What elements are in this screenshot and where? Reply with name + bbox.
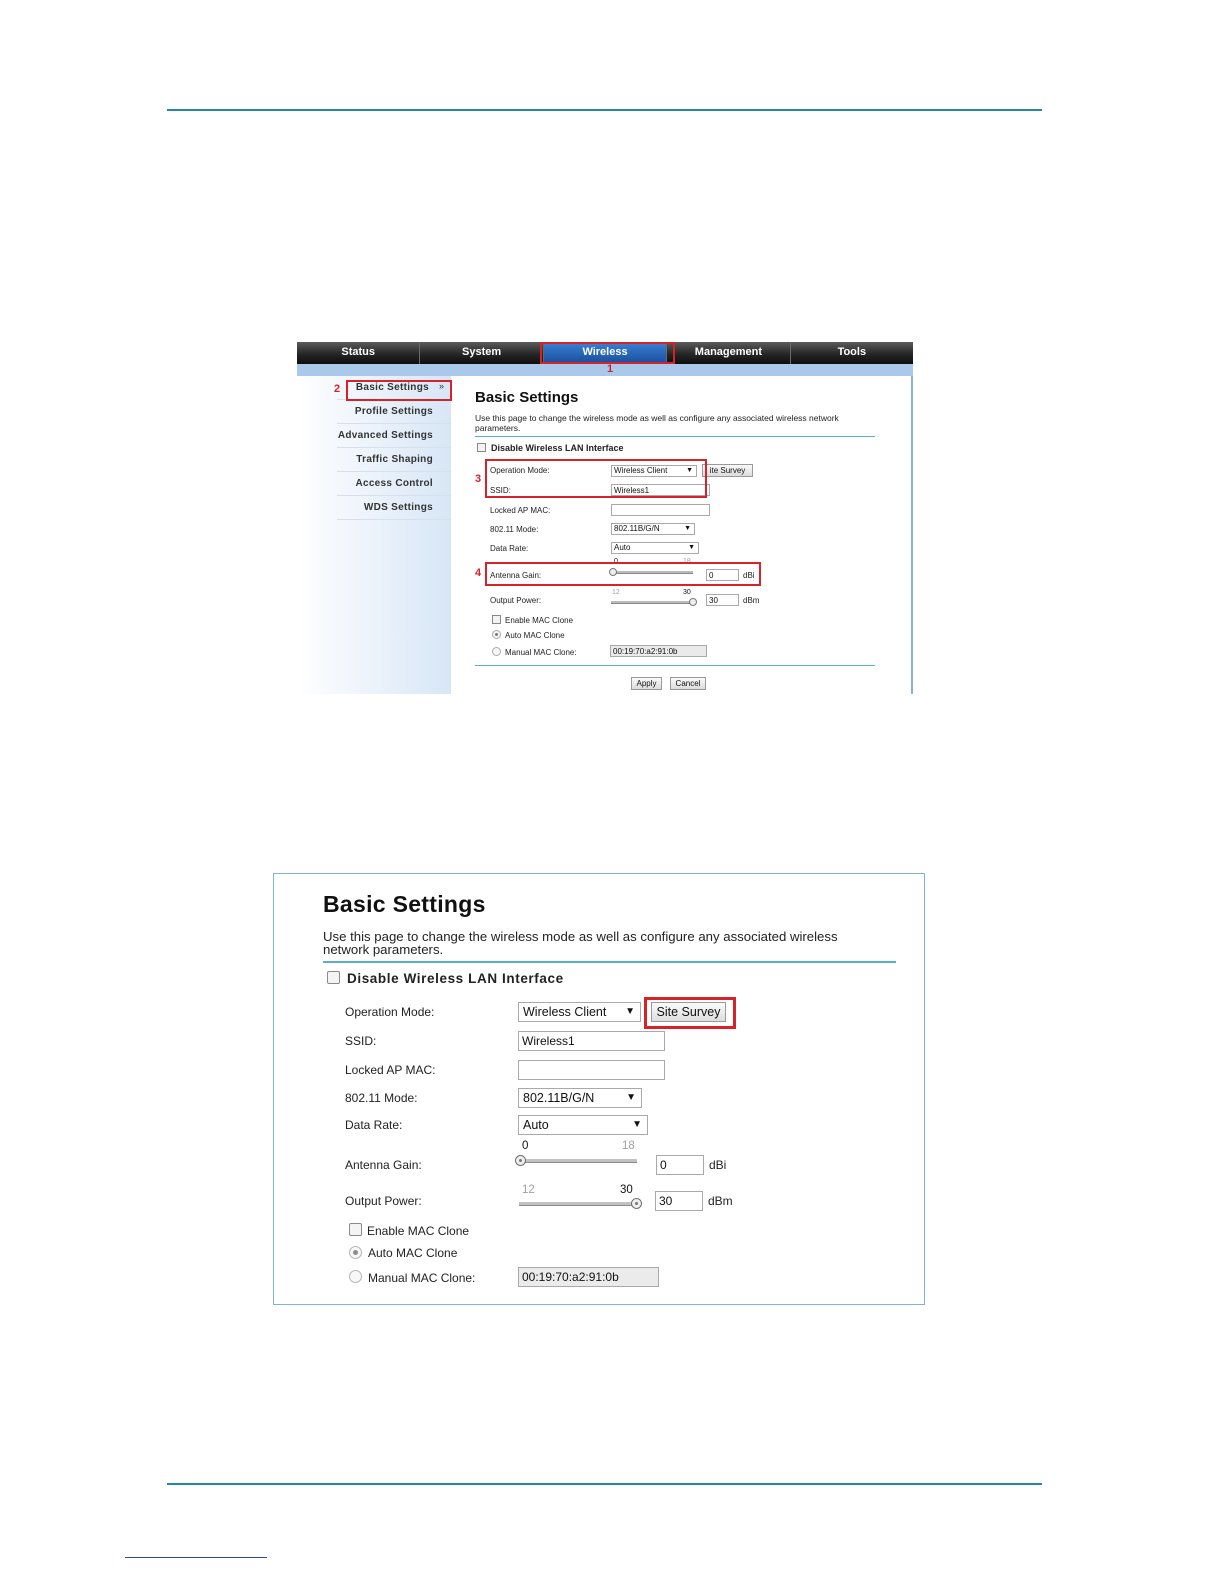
operation-mode-label: Operation Mode: — [490, 466, 550, 475]
sidebar-item-access-control[interactable]: Access Control — [355, 478, 433, 489]
callout-number-1: 1 — [607, 363, 614, 375]
footer-rule — [167, 1483, 1042, 1485]
data-rate-select[interactable] — [611, 542, 699, 554]
data-rate-label: Data Rate: — [345, 1118, 403, 1132]
output-power-slider-track[interactable] — [519, 1202, 637, 1206]
tab-wireless[interactable]: Wireless — [544, 342, 667, 364]
divider — [475, 665, 875, 666]
sidebar-item-advanced-settings[interactable]: Advanced Settings — [337, 430, 433, 441]
callout-number-4: 4 — [475, 567, 482, 579]
auto-mac-clone-radio[interactable] — [349, 1246, 362, 1259]
page-title: Basic Settings — [323, 891, 486, 917]
callout-box-1 — [540, 342, 675, 364]
output-power-unit: dBm — [743, 596, 760, 605]
ssid-input[interactable]: Wireless1 — [611, 484, 710, 496]
auto-mac-clone-radio[interactable] — [492, 630, 501, 639]
callout-number-3: 3 — [475, 473, 482, 485]
callout-box-2 — [346, 380, 452, 401]
cancel-button[interactable]: Cancel — [670, 677, 706, 690]
chevron-down-icon: ▼ — [688, 544, 695, 551]
chevron-down-icon: ▼ — [625, 1006, 635, 1017]
site-survey-button[interactable]: Site Survey — [651, 1002, 726, 1022]
sidebar-item-wds-settings[interactable]: WDS Settings — [363, 502, 433, 513]
sidebar-divider — [337, 495, 451, 496]
antenna-gain-max: 18 — [622, 1140, 635, 1152]
manual-mac-clone-input[interactable]: 00:19:70:a2:91:0b — [518, 1267, 659, 1287]
tab-tools[interactable]: Tools — [837, 346, 867, 358]
mode-80211-select[interactable] — [518, 1088, 642, 1108]
divider — [323, 961, 896, 963]
apply-button[interactable]: Apply — [631, 677, 662, 690]
output-power-unit: dBm — [708, 1194, 733, 1208]
locked-ap-mac-label: Locked AP MAC: — [490, 506, 551, 515]
disable-wlan-checkbox[interactable] — [477, 443, 486, 452]
nav-sub-strip — [297, 364, 913, 376]
enable-mac-clone-checkbox[interactable] — [349, 1223, 362, 1236]
enable-mac-clone-checkbox[interactable] — [492, 615, 501, 624]
output-power-slider-handle[interactable] — [631, 1198, 642, 1209]
sidebar-item-profile-settings[interactable]: Profile Settings — [354, 406, 433, 417]
ssid-input[interactable]: Wireless1 — [518, 1031, 665, 1051]
manual-mac-clone-radio[interactable] — [492, 647, 501, 656]
router-admin-screenshot — [297, 342, 913, 694]
output-power-min: 12 — [522, 1184, 535, 1196]
mode-80211-label: 802.11 Mode: — [345, 1091, 418, 1105]
locked-ap-mac-input[interactable] — [518, 1060, 665, 1080]
antenna-gain-max: 18 — [683, 558, 691, 565]
antenna-gain-min: 0 — [614, 558, 618, 565]
antenna-gain-min: 0 — [522, 1140, 529, 1152]
disable-wlan-label: Disable Wireless LAN Interface — [347, 971, 564, 986]
locked-ap-mac-input[interactable] — [611, 504, 710, 516]
antenna-gain-unit: dBi — [709, 1158, 727, 1172]
sidebar — [297, 376, 451, 694]
active-marker-icon: » — [439, 381, 445, 391]
mode-80211-select[interactable] — [611, 523, 695, 535]
data-rate-select[interactable] — [518, 1115, 648, 1135]
antenna-gain-slider-track[interactable] — [519, 1159, 637, 1163]
page-description: Use this page to change the wireless mode as well as configure any associated wireless network parameters. — [475, 413, 839, 433]
mode-80211-value: 802.11B/G/N — [614, 524, 660, 533]
manual-mac-clone-label: Manual MAC Clone: — [505, 648, 577, 657]
data-rate-label: Data Rate: — [490, 544, 529, 553]
chevron-down-icon: ▼ — [626, 1092, 636, 1103]
output-power-label: Output Power: — [490, 596, 542, 605]
tab-system[interactable]: System — [420, 342, 543, 364]
callout-box-3 — [485, 459, 707, 498]
enable-mac-clone-label: Enable MAC Clone — [505, 616, 574, 625]
sidebar-item-basic-settings[interactable]: Basic Settings — [355, 382, 429, 393]
sidebar-divider — [337, 519, 451, 520]
footnote-rule — [125, 1557, 267, 1558]
chevron-down-icon: ▼ — [684, 525, 691, 532]
output-power-input[interactable]: 30 — [655, 1191, 703, 1211]
manual-mac-clone-radio[interactable] — [349, 1270, 362, 1283]
mode-80211-label: 802.11 Mode: — [490, 525, 539, 534]
antenna-gain-input[interactable]: 0 — [656, 1155, 704, 1175]
disable-wlan-label: Disable Wireless LAN Interface — [491, 443, 624, 453]
callout-number-2: 2 — [334, 383, 341, 395]
basic-settings-zoomed-screenshot — [273, 873, 925, 1305]
sidebar-divider — [337, 447, 451, 448]
auto-mac-clone-label: Auto MAC Clone — [368, 1246, 458, 1260]
page-title: Basic Settings — [475, 389, 579, 406]
operation-mode-select[interactable] — [518, 1002, 641, 1022]
antenna-gain-label: Antenna Gain: — [490, 571, 542, 580]
output-power-slider-track[interactable] — [611, 601, 693, 604]
divider — [475, 436, 875, 437]
mode-80211-value: 802.11B/G/N — [523, 1091, 595, 1105]
disable-wlan-checkbox[interactable] — [327, 971, 340, 984]
antenna-gain-input[interactable]: 0 — [706, 569, 739, 581]
tab-management[interactable]: Management — [667, 342, 790, 364]
antenna-gain-unit: dBi — [743, 571, 755, 580]
chevron-down-icon: ▼ — [632, 1119, 642, 1130]
sidebar-divider — [337, 423, 451, 424]
header-rule — [167, 109, 1042, 111]
tab-status[interactable]: Status — [297, 342, 420, 364]
data-rate-value: Auto — [523, 1118, 549, 1132]
chevron-down-icon: ▼ — [686, 467, 693, 474]
output-power-input[interactable]: 30 — [706, 594, 739, 606]
callout-box-4 — [485, 562, 761, 586]
page-description: Use this page to change the wireless mode as well as configure any associated wireless network parameters. — [323, 929, 838, 957]
locked-ap-mac-label: Locked AP MAC: — [345, 1063, 436, 1077]
output-power-max: 30 — [683, 589, 691, 596]
antenna-gain-label: Antenna Gain: — [345, 1158, 422, 1172]
operation-mode-label: Operation Mode: — [345, 1005, 435, 1019]
enable-mac-clone-label: Enable MAC Clone — [367, 1224, 470, 1238]
data-rate-value: Auto — [614, 543, 631, 552]
output-power-min: 12 — [612, 589, 620, 596]
output-power-max: 30 — [620, 1184, 633, 1196]
site-survey-highlight — [644, 997, 736, 1029]
auto-mac-clone-label: Auto MAC Clone — [505, 631, 565, 640]
ssid-label: SSID: — [345, 1034, 377, 1048]
operation-mode-value: Wireless Client — [523, 1005, 607, 1019]
ssid-label: SSID: — [490, 486, 511, 495]
operation-mode-value: Wireless Client — [614, 466, 668, 475]
antenna-gain-slider-handle[interactable] — [515, 1155, 526, 1166]
sidebar-divider — [337, 471, 451, 472]
output-power-slider-handle[interactable] — [689, 598, 697, 606]
site-survey-button[interactable]: ite Survey — [702, 464, 753, 477]
manual-mac-clone-input[interactable]: 00:19:70:a2:91:0b — [610, 645, 707, 657]
sidebar-item-traffic-shaping[interactable]: Traffic Shaping — [356, 454, 433, 465]
output-power-label: Output Power: — [345, 1194, 422, 1208]
manual-mac-clone-label: Manual MAC Clone: — [368, 1271, 476, 1285]
